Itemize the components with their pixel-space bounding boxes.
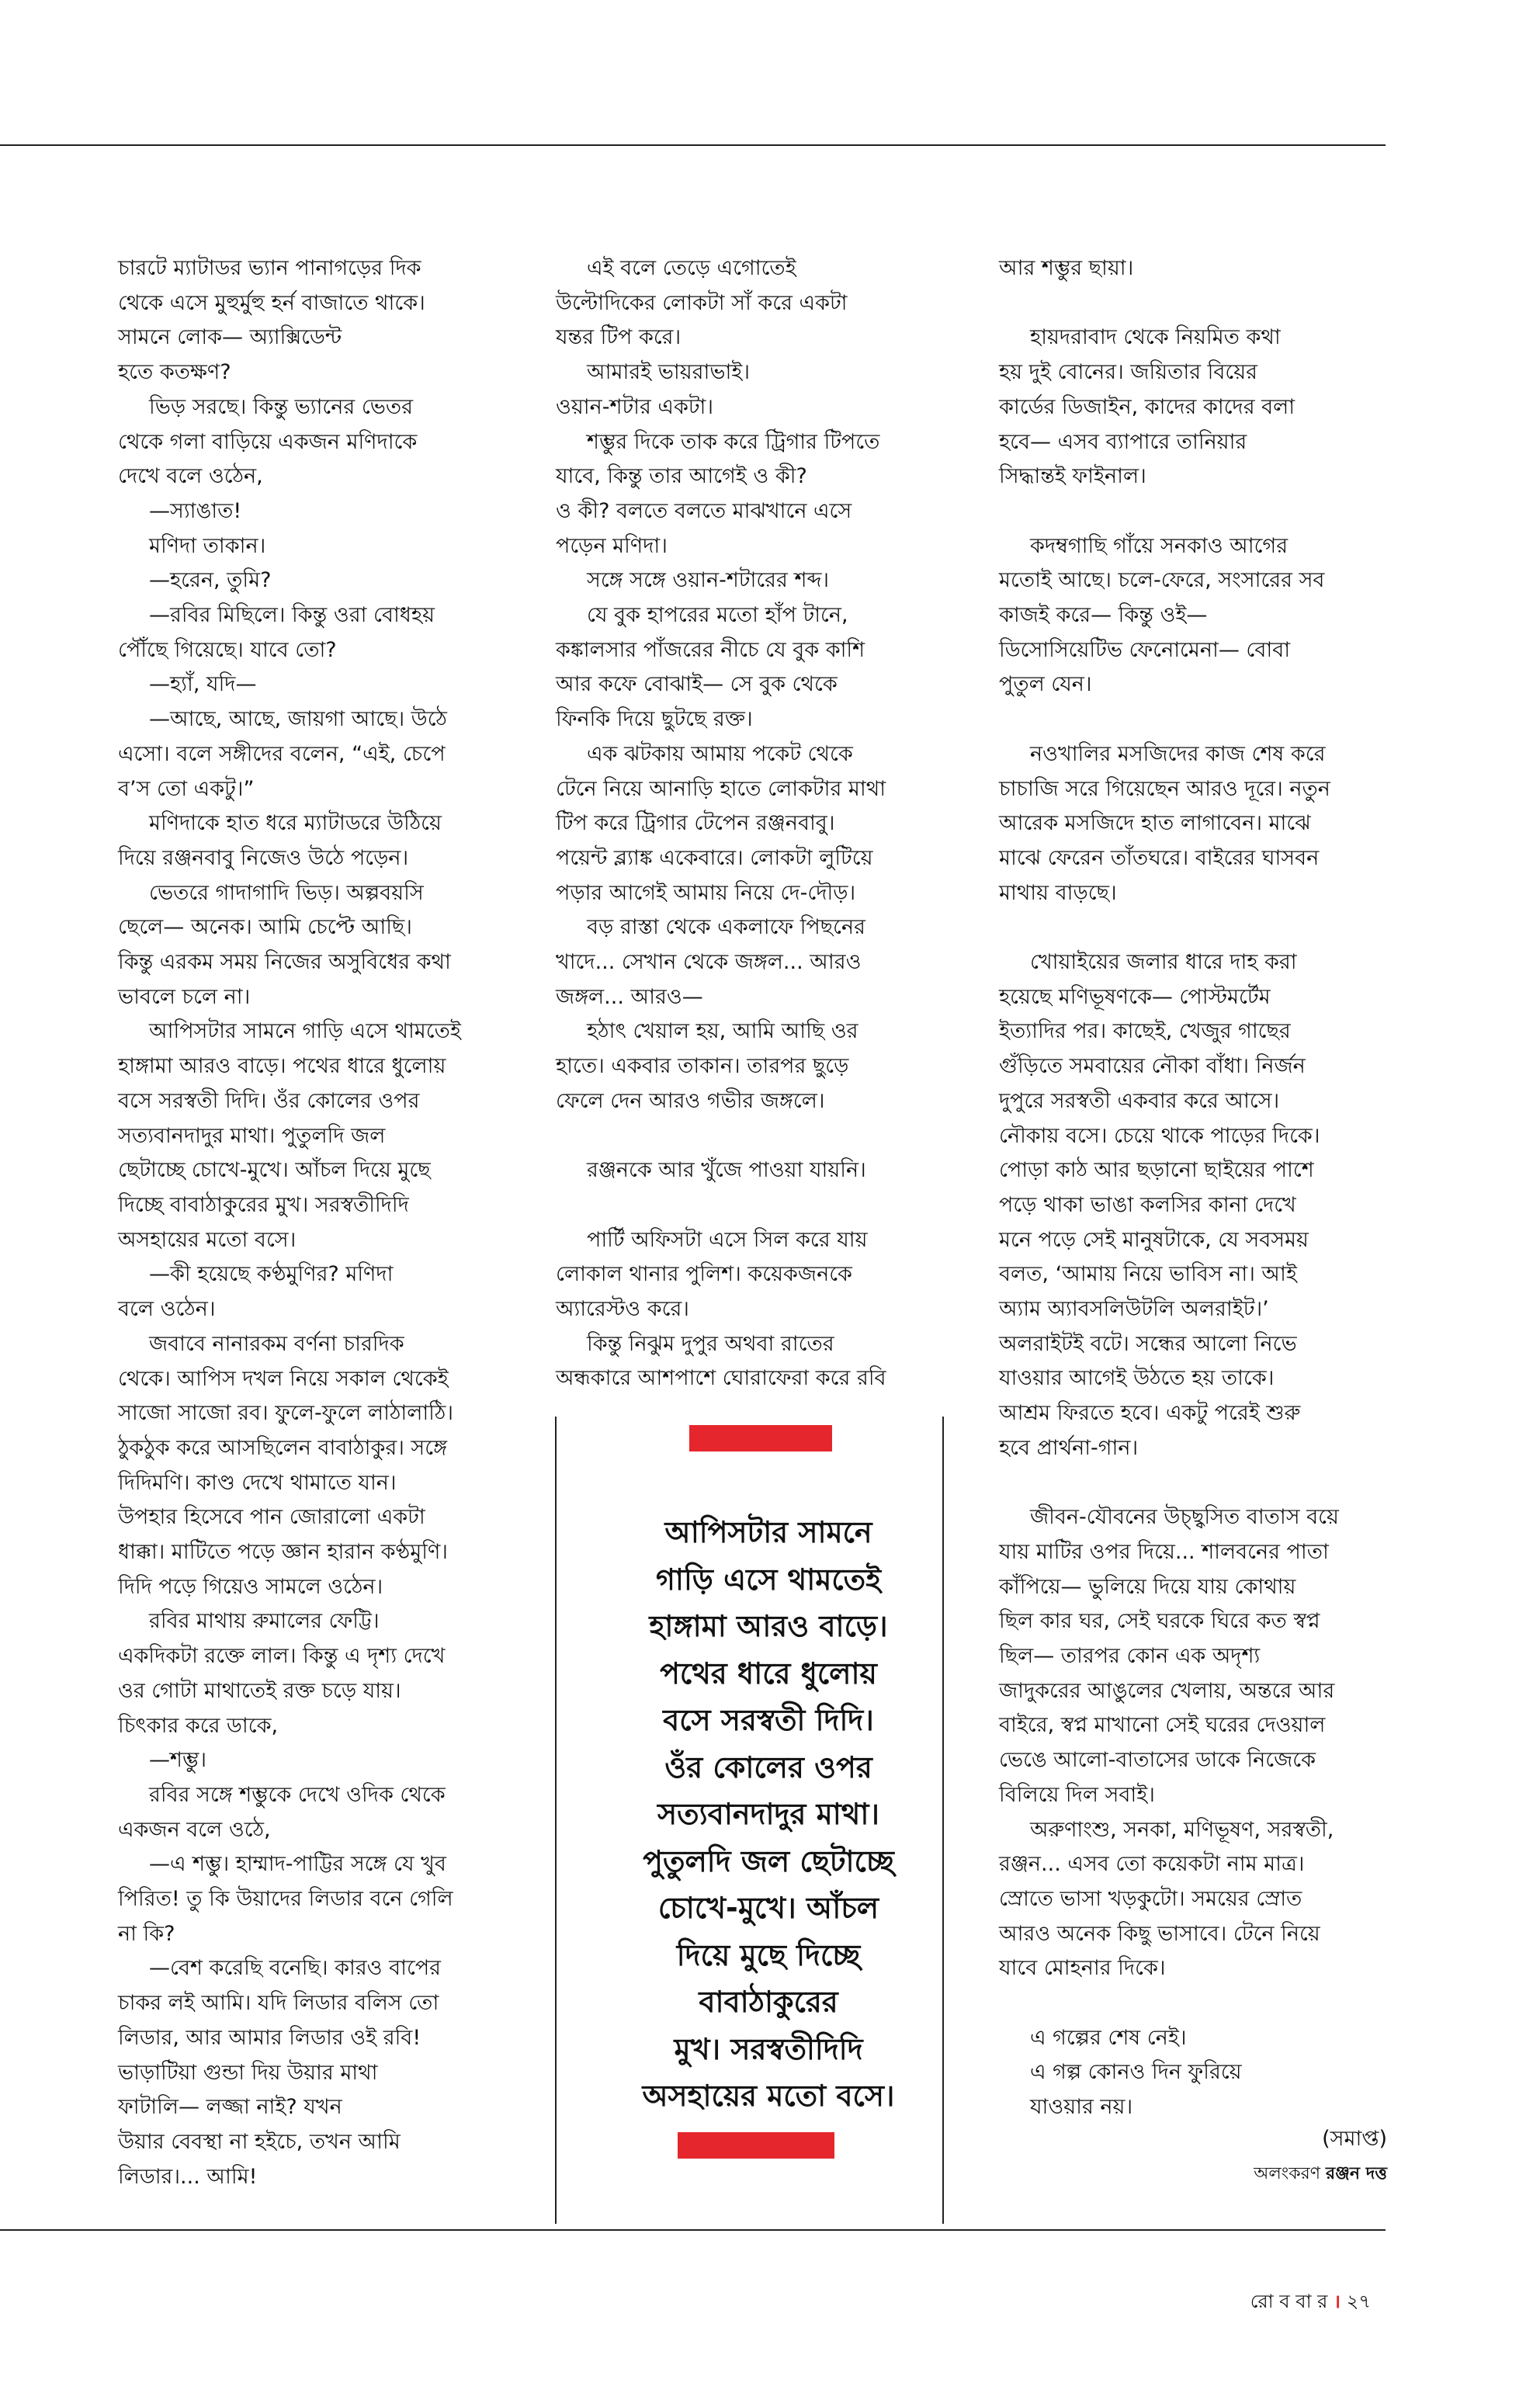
bottom-rule [0, 2229, 1386, 2231]
text-line: যাওয়ার আগেই উঠতে হয় তাকে। [999, 1366, 1275, 1391]
pull-quote-bottom-bar [678, 2132, 834, 2159]
article-column-3 [999, 251, 1387, 2125]
text-line: দিচ্ছে বাবাঠাকুরের মুখ। সরস্বতীদিদি [118, 1192, 409, 1217]
text-line: ডিসোসিয়েটিভ ফেনোমেনা— বোবা [999, 637, 1291, 662]
text-line: ওর গোটা মাথাতেই রক্ত চড়ে যায়। [118, 1678, 401, 1703]
text-line: ভিড় সরছে। কিন্তু ভ্যানের ভেতর [149, 394, 414, 419]
text-line: —কী হয়েছে কণ্ঠমুণির? মণিদা [149, 1262, 394, 1287]
text-line: যাওয়ার নয়। [1030, 2095, 1133, 2120]
text-line: কদম্বগাছি গাঁয়ে সনকাও আগের [1030, 533, 1289, 558]
text-line: খোয়াইয়ের জলার ধারে দাহ করা [1030, 950, 1297, 974]
text-line [999, 702, 1387, 737]
footer-separator: । [1334, 2291, 1341, 2312]
pull-quote-line: সত্যবানদাদুর মাথা। [657, 1797, 879, 1831]
text-line: হবে— এসব ব্যাপারে তানিয়ার [999, 429, 1247, 454]
text-line: আর কফে বোঝাই— সে বুক থেকে [556, 672, 838, 697]
pull-quote-top-bar [689, 1425, 832, 1451]
text-line: দুপুরে সরস্বতী একবার করে আসে। [999, 1088, 1280, 1113]
text-line: ব’স তো একটু।” [118, 776, 255, 801]
text-line: বাইরে, স্বপ্ন মাখানো সেই ঘরের দেওয়াল [999, 1713, 1326, 1738]
text-line: কিন্তু এরকম সময় নিজের অসুবিধের কথা [118, 950, 451, 975]
text-line: ও কী? বলতে বলতে মাঝখানে এসে [556, 498, 852, 523]
text-line: অন্ধকারে আশপাশে ঘোরাফেরা করে রবি [556, 1366, 886, 1391]
text-line: ফাটালি— লজ্জা নাই? যখন [118, 2095, 342, 2120]
text-line: এ গল্প কোনও দিন ফুরিয়ে [1030, 2060, 1242, 2085]
text-line: থেকে। আপিস দখল নিয়ে সকাল থেকেই [118, 1366, 449, 1391]
text-line: অসহায়ের মতো বসে। [118, 1227, 297, 1252]
text-line: পার্টি অফিসটা এসে সিল করে যায় [587, 1227, 868, 1252]
pull-quote-line: পথের ধারে ধুলোয় [660, 1656, 877, 1691]
text-line: পড়েন মণিদা। [556, 533, 668, 558]
text-line: —বেশ করেছি বনেছি। কারও বাপের [149, 1956, 442, 1981]
text-line: দিয়ে রঞ্জনবাবু নিজেও উঠে পড়েন। [118, 845, 409, 870]
text-line: স্রোতে ভাসা খড়কুটো। সময়ের স্রোত [999, 1886, 1302, 1911]
text-line: অলরাইটই বটে। সন্ধের আলো নিভে [999, 1331, 1297, 1356]
text-line [556, 1119, 959, 1154]
text-line: পয়েন্ট ব্ল্যাঙ্ক একেবারে। লোকটা লুটিয়ে [556, 845, 873, 870]
text-line: ধাক্কা। মাটিতে পড়ে জ্ঞান হারান কণ্ঠমুণি। [118, 1540, 448, 1565]
text-line: খাদে... সেখান থেকে জঙ্গল... আরও [556, 950, 862, 975]
text-line: মাথায় বাড়ছে। [999, 880, 1117, 905]
text-line [999, 910, 1387, 945]
text-line: লিডার, আর আমার লিডার ওই রবি! [118, 2025, 421, 2050]
text-line: হবে প্রার্থনা-গান। [999, 1435, 1139, 1460]
text-line: হয়েছে মণিভূষণকে— পোস্টমর্টেম [999, 984, 1271, 1009]
pull-quote-line: ওঁর কোলের ওপর [664, 1750, 872, 1784]
text-line: সাজো সাজো রব। ফুলে-ফুলে লাঠালাঠি। [118, 1401, 453, 1426]
text-line: আর শম্ভুর ছায়া। [999, 256, 1134, 280]
text-line: —রবির মিছিলে। কিন্তু ওরা বোধহয় [149, 603, 435, 628]
pull-quote-line: দিয়ে মুছে দিচ্ছে [676, 1937, 861, 1972]
text-line: যাবে মোহনার দিকে। [999, 1956, 1166, 1981]
pull-quote-line: হাঙ্গামা আরও বাড়ে। [649, 1609, 888, 1643]
text-line: সিদ্ধান্তই ফাইনাল। [999, 464, 1146, 489]
text-line: রঞ্জনকে আর খুঁজে পাওয়া যায়নি। [587, 1158, 866, 1183]
text-line: ছেটাচ্ছে চোখে-মুখে। আঁচল দিয়ে মুছে [118, 1158, 431, 1183]
text-line: —স্যাঙাত! [149, 498, 242, 523]
text-line: কিন্তু নিঝুম দুপুর অথবা রাতের [587, 1331, 834, 1356]
text-line: —এ শম্ভু। হাম্মাদ-পাট্টির সঙ্গে যে খুব [149, 1852, 446, 1877]
text-line: একদিকটা রক্তে লাল। কিন্তু এ দৃশ্য দেখে [118, 1644, 446, 1669]
credit-name: রঞ্জন দত্ত [1326, 2163, 1387, 2183]
text-line: বলে ওঠেন। [118, 1297, 216, 1322]
text-line: নওখালির মসজিদের কাজ শেষ করে [1030, 741, 1326, 766]
text-line: উপহার হিসেবে পান জোরালো একটা [118, 1505, 425, 1530]
text-line: অ্যাম অ্যাবসলিউটলি অলরাইট।’ [999, 1297, 1269, 1322]
text-line: যে বুক হাপরের মতো হাঁপ টানে, [587, 603, 848, 628]
text-line: চারটে ম্যাটাডর ভ্যান পানাগড়ের দিক [118, 256, 421, 280]
text-line: —শম্ভু। [149, 1748, 206, 1773]
pull-quote-line: বাবাঠাকুরের [699, 1985, 838, 2019]
text-line: থেকে এসে মুহুর্মুহু হর্ন বাজাতে থাকে। [118, 290, 425, 315]
text-line: পিরিত! তু কি উয়াদের লিডার বনে গেলি [118, 1887, 453, 1912]
text-line: যাবে, কিন্তু তার আগেই ও কী? [556, 464, 807, 489]
text-line: আরেক মসজিদে হাত লাগাবেন। মাঝে [999, 811, 1311, 836]
text-line: ইত্যাদির পর। কাছেই, খেজুর গাছের [999, 1019, 1291, 1044]
text-line [999, 1986, 1387, 2021]
text-line: জঙ্গল... আরও— [556, 984, 703, 1009]
text-line: আমারই ভায়রাভাই। [587, 360, 750, 385]
text-line: মণিদা তাকান। [149, 533, 266, 558]
text-line: —হ্যাঁ, যদি— [149, 672, 257, 697]
text-line: এ গল্পের শেষ নেই। [1030, 2025, 1187, 2050]
text-line: শম্ভুর দিকে তাক করে ট্রিগার টিপতে [587, 429, 880, 454]
text-line: জীবন-যৌবনের উচ্ছ্বসিত বাতাস বয়ে [1030, 1505, 1339, 1530]
text-line: বিলিয়ে দিল সবাই। [999, 1782, 1155, 1807]
text-line: সামনে লোক— অ্যাক্সিডেন্ট [118, 325, 342, 350]
text-line: টিপ করে ট্রিগার টেপেন রঞ্জনবাবু। [556, 811, 835, 836]
text-line: চিৎকার করে ডাকে, [118, 1713, 279, 1738]
text-line: হঠাৎ খেয়াল হয়, আমি আছি ওর [587, 1019, 858, 1044]
text-line: —আছে, আছে, জায়গা আছে। উঠে [149, 707, 447, 732]
text-line: ঠুকঠুক করে আসছিলেন বাবাঠাকুর। সঙ্গে [118, 1435, 448, 1460]
text-line: পৌঁছে গিয়েছে। যাবে তো? [118, 637, 337, 662]
text-line: ভাবলে চলে না। [118, 984, 251, 1009]
text-line: আরও অনেক কিছু ভাসাবে। টেনে নিয়ে [999, 1921, 1320, 1946]
pull-quote-line: পুতুলদি জল ছেটাচ্ছে [643, 1843, 894, 1878]
text-line: চাকর লই আমি। যদি লিডার বলিস তো [118, 1991, 439, 2016]
text-line: ফেলে দেন আরও গভীর জঙ্গলে। [556, 1088, 825, 1113]
text-line: নৌকায় বসে। চেয়ে থাকে পাড়ের দিকে। [999, 1123, 1320, 1148]
text-line: হায়দরাবাদ থেকে নিয়মিত কথা [1030, 325, 1281, 350]
text-line: ভাড়াটিয়া গুন্ডা দিয় উয়ার মাথা [118, 2060, 378, 2085]
pull-quote-line: চোখে-মুখে। আঁচল [657, 1891, 879, 1925]
text-line: পুতুল যেন। [999, 672, 1092, 697]
text-line: রবির মাথায় রুমালের ফেট্টি। [149, 1609, 380, 1634]
pull-quote-line: অসহায়ের মতো বসে। [642, 2079, 895, 2113]
text-line: আশ্রম ফিরতে হবে। একটু পরেই শুরু [999, 1401, 1301, 1426]
text-line: না কি? [118, 1921, 175, 1946]
pull-quote-line: মুখ। সরস্বতীদিদি [674, 2031, 863, 2066]
publication-name: রো ব বা র [1250, 2291, 1328, 2312]
pull-quote [590, 1509, 947, 2120]
text-line: পোড়া কাঠ আর ছড়ানো ছাইয়ের পাশে [999, 1158, 1314, 1183]
text-line: মনে পড়ে সেই মানুষটাকে, যে সবসময় [999, 1227, 1309, 1252]
text-line: থেকে গলা বাড়িয়ে একজন মণিদাকে [118, 429, 418, 454]
top-rule [0, 144, 1386, 146]
text-line: কাঁপিয়ে— ভুলিয়ে দিয়ে যায় কোথায় [999, 1574, 1296, 1599]
text-line: লোকাল থানার পুলিশ। কয়েকজনকে [556, 1262, 852, 1287]
text-line: মতোই আছে। চলে-ফেরে, সংসারের সব [999, 568, 1325, 593]
text-line: গুঁড়িতে সমবায়ের নৌকা বাঁধা। নির্জন [999, 1054, 1306, 1079]
text-line [999, 286, 1387, 321]
text-line: জাদুকরের আঙুলের খেলায়, অন্তরে আর [999, 1678, 1335, 1703]
text-line: উল্টোদিকের লোকটা সাঁ করে একটা [556, 290, 848, 315]
illustration-credit [999, 2157, 1387, 2192]
text-line: কঙ্কালসার পাঁজরের নীচে যে বুক কাশি [556, 637, 865, 662]
text-line: দিদিমণি। কাণ্ড দেখে থামাতে যান। [118, 1470, 397, 1495]
credit-label: অলংকরণ [1254, 2163, 1321, 2183]
text-line: এসো। বলে সঙ্গীদের বলেন, “এই, চেপে [118, 741, 446, 766]
text-line: টেনে নিয়ে আনাড়ি হাতে লোকটার মাথা [556, 776, 886, 801]
text-line [999, 1466, 1387, 1501]
text-line: রবির সঙ্গে শম্ভুকে দেখে ওদিক থেকে [149, 1782, 446, 1807]
text-line: উয়ার বেবস্থা না হইচে, তখন আমি [118, 2129, 401, 2154]
text-line: সঙ্গে সঙ্গে ওয়ান-শটারের শব্দ। [587, 568, 830, 593]
text-line: ভেঙে আলো-বাতাসের ডাকে নিজেকে [999, 1748, 1316, 1773]
text-line: —হরেন, তুমি? [149, 568, 272, 593]
text-line: বড় রাস্তা থেকে একলাফে পিছনের [587, 915, 865, 940]
text-line: হতে কতক্ষণ? [118, 360, 231, 385]
text-line: পড়ে থাকা ভাঙা কলসির কানা দেখে [999, 1192, 1296, 1217]
text-line: ছেলে— অনেক। আমি চেপ্টে আছি। [118, 915, 412, 940]
text-line: অ্যারেস্টও করে। [556, 1297, 689, 1322]
text-line: যায় মাটির ওপর দিয়ে... শালবনের পাতা [999, 1539, 1329, 1564]
article-column-2 [556, 251, 959, 1396]
text-line: কার্ডের ডিজাইন, কাদের কাদের বলা [999, 394, 1295, 419]
pull-quote-line: আপিসটার সামনে [664, 1515, 872, 1549]
text-line: এক ঝটকায় আমায় পকেট থেকে [587, 741, 853, 766]
article-column-1 [118, 251, 506, 2194]
text-line: আপিসটার সামনে গাড়ি এসে থামতেই [149, 1019, 461, 1044]
text-line: হাতে। একবার তাকান। তারপর ছুড়ে [556, 1054, 849, 1079]
pull-quote-line: বসে সরস্বতী দিদি। [663, 1703, 874, 1737]
text-line: লিডার।... আমি! [118, 2164, 258, 2189]
text-line: মণিদাকে হাত ধরে ম্যাটাডরে উঠিয়ে [149, 811, 442, 836]
text-line: একজন বলে ওঠে, [118, 1817, 271, 1842]
text-line: বসে সরস্বতী দিদি। ওঁর কোলের ওপর [118, 1088, 420, 1113]
text-line [999, 494, 1387, 529]
page-footer [1250, 2287, 1371, 2318]
text-line: হাঙ্গামা আরও বাড়ে। পথের ধারে ধুলোয় [118, 1054, 446, 1079]
text-line: পড়ার আগেই আমায় নিয়ে দে-দৌড়। [556, 880, 856, 905]
page-number: ২৭ [1346, 2291, 1371, 2312]
text-line: হয় দুই বোনের। জয়িতার বিয়ের [999, 360, 1258, 385]
text-line: কাজই করে— কিন্তু ওই— [999, 603, 1208, 627]
text-line: বলত, ‘আমায় নিয়ে ভাবিস না। আই [999, 1262, 1297, 1287]
text-line: মাঝে ফেরেন তাঁতঘরে। বাইরের ঘাসবন [999, 845, 1320, 870]
text-line [556, 1188, 959, 1223]
text-line: দেখে বলে ওঠেন, [118, 464, 263, 489]
text-line: যন্তর টিপ করে। [556, 325, 682, 350]
text-line: দিদি পড়ে গিয়েও সামলে ওঠেন। [118, 1574, 383, 1599]
text-line: ছিল কার ঘর, সেই ঘরকে ঘিরে কত স্বপ্ন [999, 1609, 1320, 1634]
text-line: অরুণাংশু, সনকা, মণিভূষণ, সরস্বতী, [1030, 1817, 1334, 1842]
text-line: ফিনকি দিয়ে ছুটছে রক্ত। [556, 707, 753, 732]
text-line: এই বলে তেড়ে এগোতেই [587, 256, 796, 280]
text-line: ছিল— তারপর কোন এক অদৃশ্য [999, 1644, 1261, 1669]
end-mark: (সমাপ্ত) [1322, 2127, 1387, 2151]
article-end [999, 2122, 1387, 2191]
text-line: ওয়ান-শটার একটা। [556, 394, 714, 419]
pull-quote-left-rule [555, 1417, 557, 2224]
text-line: সত্যবানদাদুর মাথা। পুতুলদি জল [118, 1123, 386, 1148]
text-line: রঞ্জন... এসব তো কয়েকটা নাম মাত্র। [999, 1852, 1305, 1877]
text-line: চাচাজি সরে গিয়েছেন আরও দূরে। নতুন [999, 776, 1330, 801]
pull-quote-line: গাড়ি এসে থামতেই [656, 1562, 881, 1597]
text-line: জবাবে নানারকম বর্ণনা চারদিক [149, 1331, 404, 1356]
text-line: ভেতরে গাদাগাদি ভিড়। অল্পবয়সি [149, 880, 424, 905]
